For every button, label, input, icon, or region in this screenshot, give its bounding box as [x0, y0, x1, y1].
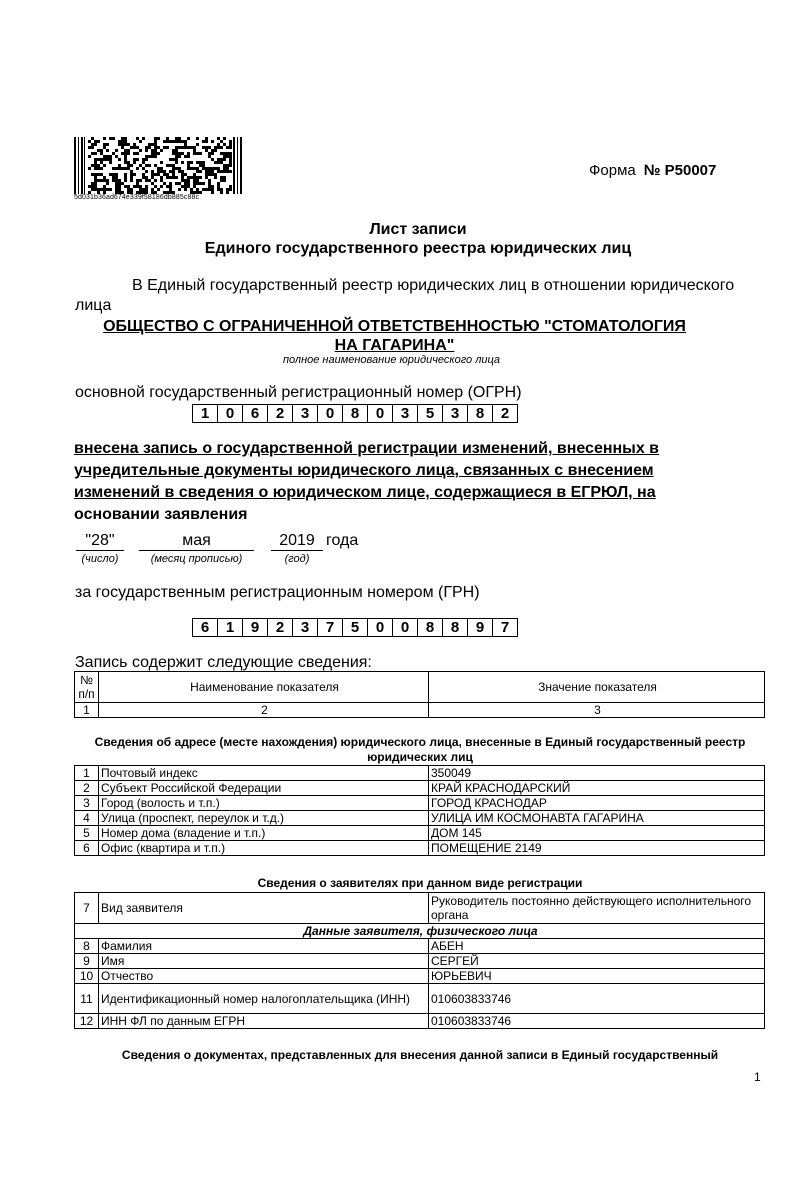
row-name: Имя [99, 954, 429, 969]
ogrn-digit: 6 [242, 404, 268, 423]
applicant-subheader: Данные заявителя, физического лица [75, 924, 765, 939]
organization-name-line2: НА ГАГАРИНА" [334, 337, 455, 354]
table-row [75, 826, 765, 841]
header-table [74, 671, 765, 718]
organization-name [78, 317, 711, 355]
ogrn-digit: 3 [292, 404, 318, 423]
table-row [75, 969, 765, 984]
header-col-value: Значение показателя [429, 672, 765, 703]
header-num-2: 2 [99, 703, 429, 718]
grn-digit-boxes [193, 618, 518, 637]
row-value: УЛИЦА ИМ КОСМОНАВТА ГАГАРИНА [429, 811, 765, 826]
record-line1: внесена запись о государственной регистрации изменений, внесенных в [74, 440, 660, 457]
table-row [75, 1014, 765, 1029]
ogrn-digit: 1 [192, 404, 218, 423]
ogrn-digit: 0 [317, 404, 343, 423]
row-value: 010603833746 [429, 984, 765, 1014]
table-row [75, 841, 765, 856]
ogrn-label: основной государственный регистрационный номер (ОГРН) [75, 384, 522, 401]
date-month: мая [139, 532, 254, 551]
table-row [75, 984, 765, 1014]
grn-digit: 1 [217, 618, 243, 637]
ogrn-digit-boxes [193, 404, 518, 423]
applicants-section-title: Сведения о заявителях при данном виде регистрации [257, 876, 583, 890]
row-number: 9 [75, 954, 99, 969]
header-num-1: 1 [75, 703, 99, 718]
ogrn-digit: 8 [467, 404, 493, 423]
grn-digit: 9 [467, 618, 493, 637]
row-name: Фамилия [99, 939, 429, 954]
record-line3: изменений в сведения о юридическом лице, содержащиеся в ЕГРЮЛ, на [74, 484, 656, 501]
table-row [75, 954, 765, 969]
row-value: 010603833746 [429, 1014, 765, 1029]
row-name: Идентификационный номер налогоплательщика (ИНН) [99, 984, 429, 1014]
ogrn-digit: 2 [267, 404, 293, 423]
grn-digit: 0 [367, 618, 393, 637]
address-table [74, 765, 765, 856]
row-number: 3 [75, 796, 99, 811]
intro-text-line2: лица [75, 297, 112, 314]
row-name: Офис (квартира и т.п.) [99, 841, 429, 856]
header-numbering-row [75, 703, 765, 718]
row-value: 350049 [429, 766, 765, 781]
document-subtitle: Единого государственного реестра юридических лиц [204, 240, 632, 257]
applicants-table [74, 892, 765, 1029]
row-number: 11 [75, 984, 99, 1014]
row-number: 12 [75, 1014, 99, 1029]
organization-name-caption: полное наименование юридического лица [282, 354, 501, 366]
table-row [75, 781, 765, 796]
row-value: ЮРЬЕВИЧ [429, 969, 765, 984]
record-description [74, 438, 714, 526]
ogrn-digit: 0 [217, 404, 243, 423]
row-number: 4 [75, 811, 99, 826]
form-code: № Р50007 [643, 162, 717, 179]
record-line4: основании заявления [74, 506, 248, 523]
row-name: ИНН ФЛ по данным ЕГРН [99, 1014, 429, 1029]
grn-digit: 0 [392, 618, 418, 637]
table-row [75, 796, 765, 811]
date-suffix: года [326, 532, 359, 549]
ogrn-digit: 2 [492, 404, 518, 423]
row-value: КРАЙ КРАСНОДАРСКИЙ [429, 781, 765, 796]
header-row [75, 672, 765, 703]
table-subheader-row [75, 924, 765, 939]
intro-text-line1: В Единый государственный реестр юридических лиц в отношении юридического [132, 277, 735, 294]
row-value: АБЕН [429, 939, 765, 954]
row-number: 10 [75, 969, 99, 984]
row-value: ДОМ 145 [429, 826, 765, 841]
grn-digit: 7 [492, 618, 518, 637]
grn-digit: 2 [267, 618, 293, 637]
row-name: Номер дома (владение и т.п.) [99, 826, 429, 841]
row-name: Вид заявителя [99, 893, 429, 924]
page-number: 1 [754, 1070, 761, 1084]
ogrn-digit: 3 [442, 404, 468, 423]
row-value: ГОРОД КРАСНОДАР [429, 796, 765, 811]
date-day-caption: (число) [81, 553, 119, 565]
ogrn-digit: 8 [342, 404, 368, 423]
row-name: Улица (проспект, переулок и т.д.) [99, 811, 429, 826]
row-number: 6 [75, 841, 99, 856]
row-value: ПОМЕЩЕНИЕ 2149 [429, 841, 765, 856]
row-number: 1 [75, 766, 99, 781]
row-value: СЕРГЕЙ [429, 954, 765, 969]
table-row [75, 893, 765, 924]
row-number: 5 [75, 826, 99, 841]
grn-digit: 3 [292, 618, 318, 637]
row-name: Город (волость и т.п.) [99, 796, 429, 811]
ogrn-digit: 3 [392, 404, 418, 423]
row-value: Руководитель постоянно действующего исполнительного органа [429, 893, 765, 924]
row-number: 8 [75, 939, 99, 954]
address-section-title: Сведения об адресе (месте нахождения) юридического лица, внесенные в Единый государственный реестр юридических лиц [94, 735, 746, 764]
grn-digit: 8 [417, 618, 443, 637]
date-month-caption: (месяц прописью) [150, 553, 243, 565]
row-name: Субъект Российской Федерации [99, 781, 429, 796]
table-row [75, 811, 765, 826]
contains-label: Запись содержит следующие сведения: [75, 654, 372, 671]
header-num-3: 3 [429, 703, 765, 718]
row-number: 7 [75, 893, 99, 924]
row-name: Отчество [99, 969, 429, 984]
barcode-image [74, 137, 242, 194]
grn-label: за государственным регистрационным номером (ГРН) [75, 584, 480, 601]
grn-digit: 9 [242, 618, 268, 637]
row-name: Почтовый индекс [99, 766, 429, 781]
grn-digit: 7 [317, 618, 343, 637]
date-year: 2019 [271, 532, 323, 551]
record-line2: учредительные документы юридического лица, связанных с внесением [74, 462, 654, 479]
header-col-name: Наименование показателя [99, 672, 429, 703]
form-label: Форма [589, 162, 636, 179]
grn-digit: 6 [192, 618, 218, 637]
ogrn-digit: 0 [367, 404, 393, 423]
barcode-caption: 5d031b36ad674e339f58186db885c88c [74, 194, 200, 201]
table-row [75, 939, 765, 954]
grn-digit: 8 [442, 618, 468, 637]
ogrn-digit: 5 [417, 404, 443, 423]
date-day: "28" [76, 532, 124, 551]
row-number: 2 [75, 781, 99, 796]
form-number [589, 162, 716, 179]
organization-name-line1: ОБЩЕСТВО С ОГРАНИЧЕННОЙ ОТВЕТСТВЕННОСТЬЮ "СТОМАТОЛОГИЯ [103, 318, 686, 335]
date-year-caption: (год) [284, 553, 310, 565]
documents-section-title: Сведения о документах, представленных для внесения данной записи в Единый государственный [121, 1048, 719, 1062]
grn-digit: 5 [342, 618, 368, 637]
table-row [75, 766, 765, 781]
header-col-number: № п/п [75, 672, 99, 703]
document-title: Лист записи [369, 221, 467, 238]
